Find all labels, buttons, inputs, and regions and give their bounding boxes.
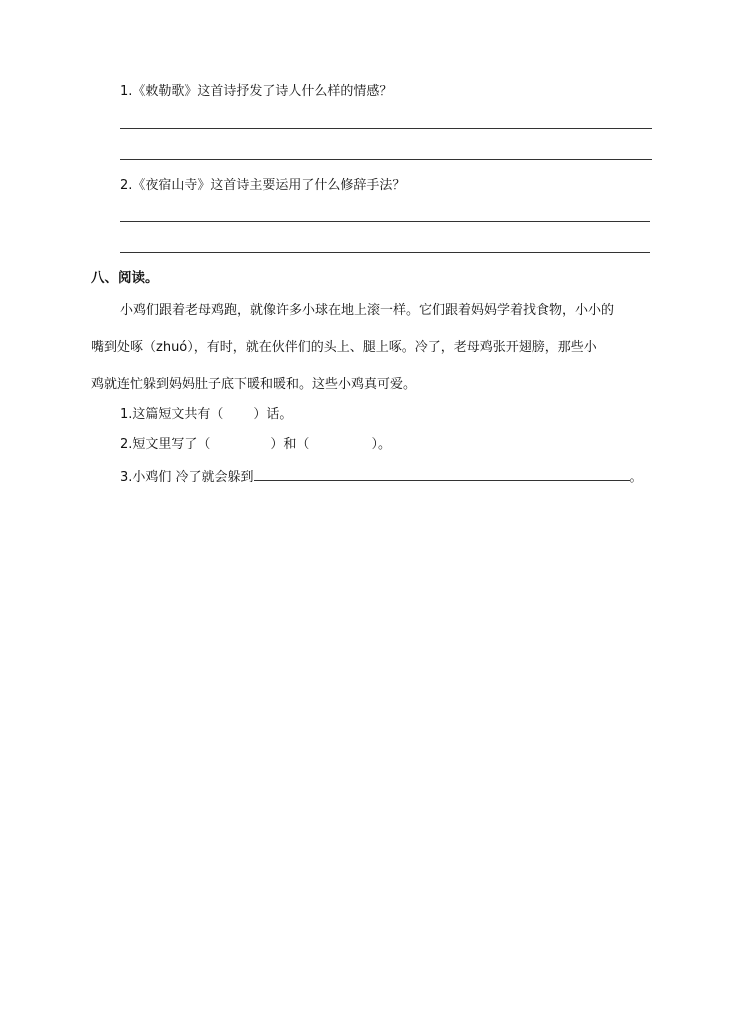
answer-line-1a[interactable]	[120, 128, 652, 129]
sub-question-2-after: ）。	[371, 437, 391, 452]
sub-question-1-before: 这篇短文共有（	[132, 407, 224, 422]
passage-line-2: 嘴到处啄（zhuó），有时，就在伙伴们的头上、腿上啄。冷了，老母鸡张开翅膀，那些小	[91, 340, 597, 355]
sub-question-3-after: 。	[629, 470, 643, 485]
question-1	[120, 84, 392, 100]
sub-question-3-before: 小鸡们 冷了就会躲到	[132, 470, 254, 485]
question-2-text: 《夜宿山寺》这首诗主要运用了什么修辞手法？	[132, 178, 406, 193]
passage-line-1: 小鸡们跟着老母鸡跑，就像许多小球在地上滚一样。它们跟着妈妈学着找食物，小小的	[120, 303, 615, 318]
sub-question-1	[120, 407, 292, 423]
sub-question-1-number: 1.	[120, 407, 133, 422]
sub-question-2-number: 2.	[120, 437, 133, 452]
question-2-number: 2.	[120, 178, 133, 193]
question-2	[120, 178, 405, 194]
question-1-text: 《敕勒歌》这首诗抒发了诗人什么样的情感？	[132, 84, 393, 99]
passage-line-3: 鸡就连忙躲到妈妈肚子底下暖和暖和。这些小鸡真可爱。	[91, 377, 417, 392]
answer-line-3[interactable]	[254, 468, 630, 481]
answer-line-2b[interactable]	[120, 252, 650, 253]
answer-line-1b[interactable]	[120, 159, 652, 160]
question-1-number: 1.	[120, 84, 133, 99]
sub-question-2-before: 短文里写了（	[132, 437, 211, 452]
answer-line-2a[interactable]	[120, 221, 650, 222]
sub-question-3-number: 3.	[120, 470, 133, 485]
sub-question-3	[120, 468, 643, 486]
sub-question-1-after: ）话。	[253, 407, 293, 422]
sub-question-2-middle: ）和（	[270, 437, 310, 452]
sub-question-2	[120, 437, 391, 453]
section-title: 八、阅读。	[91, 270, 159, 286]
